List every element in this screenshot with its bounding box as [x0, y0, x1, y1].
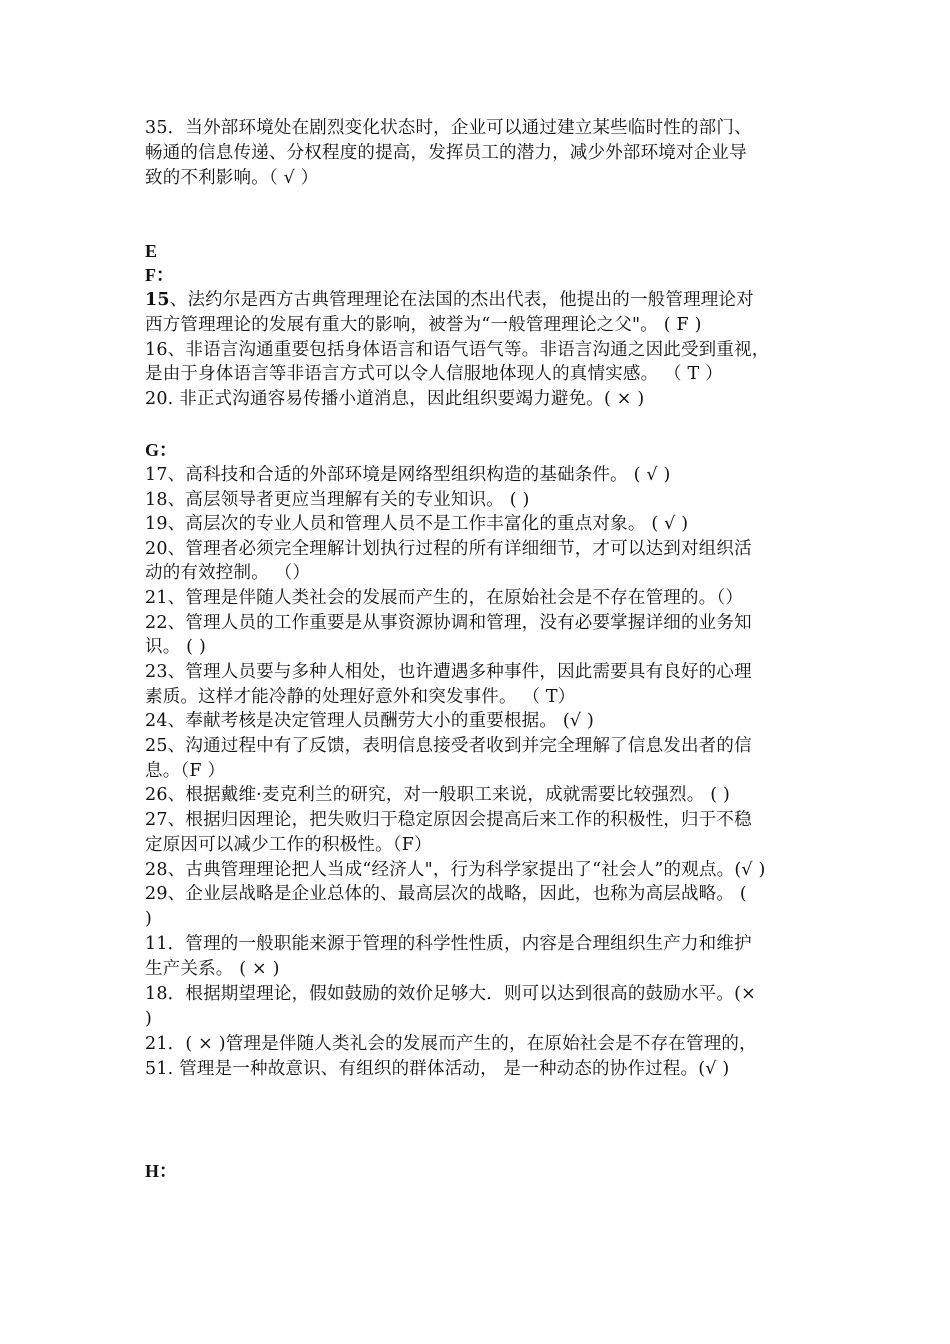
line-text: 致的不利影响。（ √ ）: [145, 168, 319, 188]
text-line: [145, 734, 752, 758]
line-text: 25、沟通过程中有了反馈，表明信息接受者收到并完全理解了信息发出者的信: [145, 736, 752, 756]
line-text: 20. 非正式沟通容易传播小道消息，因此组织要竭力避免。( × ): [145, 389, 645, 409]
line-text: 定原因可以减少工作的积极性。（F）: [145, 835, 432, 855]
line-text: 27、根据归因理论，把失败归于稳定原因会提高后来工作的积极性，归于不稳: [145, 810, 752, 830]
text-line: [145, 932, 752, 956]
section-heading: [145, 239, 157, 263]
line-text: 息。（F ）: [145, 761, 226, 781]
text-line: [145, 463, 671, 487]
line-text: G：: [145, 440, 178, 460]
line-text: H：: [145, 1161, 178, 1181]
line-text: 16、非语言沟通重要包括身体语言和语气语气等。非语言沟通之因此受到重视，: [145, 340, 770, 360]
text-line: [145, 116, 752, 140]
line-text: 生产关系。 ( × ): [145, 959, 280, 979]
text-line: [145, 808, 752, 832]
item-number: 15: [145, 290, 170, 310]
text-line: [145, 709, 594, 733]
line-text: 识。 ( ): [145, 637, 206, 657]
text-line: [145, 561, 310, 585]
line-text: 18、高层领导者更应当理解有关的专业知识。 ( ): [145, 490, 530, 510]
line-text: 是由于身体语言等非语言方式可以令人信服地体现人的真情实感。 （ T ）: [145, 364, 723, 384]
text-line: [145, 387, 644, 411]
line-text: 21、管理是伴随人类社会的发展而产生的，在原始社会是不存在管理的。（）: [145, 588, 744, 608]
line-text: 20、管理者必须完全理解计划执行过程的所有详细细节，才可以达到对组织活: [145, 539, 752, 559]
line-text: 西方管理理论的发展有重大的影响，被誉为“一般管理理论之父"。 ( F ): [145, 315, 702, 335]
text-line: [145, 512, 688, 536]
text-line: [145, 685, 576, 709]
text-line: [145, 882, 747, 906]
line-text: 11．管理的一般职能来源于管理的科学性性质，内容是合理组织生产力和维护: [145, 934, 752, 954]
line-text: 素质。这样才能冷静的处理好意外和突发事件。 （ T）: [145, 687, 576, 707]
line-text: ): [145, 1009, 153, 1029]
line-text: 51. 管理是一种故意识、有组织的群体活动， 是一种动态的协作过程。(√ ): [145, 1059, 730, 1079]
text-line: [145, 907, 152, 931]
text-line: [145, 586, 743, 610]
text-line: [145, 488, 530, 512]
line-text: 26、根据戴维·麦克利兰的研究，对一般职工来说，成就需要比较强烈。 ( ): [145, 785, 731, 805]
text-line: [145, 338, 769, 362]
line-text: 动的有效控制。 （）: [145, 563, 311, 583]
text-line: [145, 288, 754, 312]
text-line: [145, 141, 747, 165]
text-line: [145, 1032, 757, 1056]
line-text: 24、奉献考核是决定管理人员酬劳大小的重要根据。 (√ ): [145, 711, 594, 731]
line-text: 22、管理人员的工作重要是从事资源协调和管理，没有必要掌握详细的业务知: [145, 613, 752, 633]
text-line: [145, 833, 432, 857]
line-text: 28、古典管理理论把人当成“经济人"，行为科学家提出了“社会人”的观点。(√ ): [145, 860, 766, 880]
text-line: [145, 611, 752, 635]
text-line: [145, 635, 206, 659]
text-line: [145, 982, 756, 1006]
text-line: [145, 537, 752, 561]
line-text: E: [145, 241, 158, 261]
text-line: [145, 858, 766, 882]
line-text: 23、管理人员要与多种人相处，也许遭遇多种事件，因此需要具有良好的心理: [145, 662, 752, 682]
line-text: 畅通的信息传递、分权程度的提高，发挥员工的潜力，减少外部环境对企业导: [145, 143, 747, 163]
text-line: [145, 759, 225, 783]
line-text: 18．根据期望理论，假如鼓励的效价足够大．则可以达到很高的鼓励水平。(×: [145, 984, 756, 1004]
section-heading: [145, 263, 174, 287]
text-line: [145, 783, 730, 807]
line-text: 21．( × )管理是伴随人类礼会的发展而产生的，在原始社会是不存在管理的，: [145, 1034, 757, 1054]
line-text: 、法约尔是西方古典管理理论在法国的杰出代表，他提出的一般管理理论对: [169, 290, 754, 310]
line-text: 19、高层次的专业人员和管理人员不是工作丰富化的重点对象。 ( √ ): [145, 514, 689, 534]
text-line: [145, 660, 752, 684]
line-text: 35．当外部环境处在剧烈变化状态时，企业可以通过建立某些临时性的部门、: [145, 118, 752, 138]
text-line: [145, 1007, 152, 1031]
text-line: [145, 313, 702, 337]
line-text: 29、企业层战略是企业总体的、最高层次的战略，因此，也称为高层战略。 (: [145, 884, 747, 904]
line-text: 17、高科技和合适的外部环境是网络型组织构造的基础条件。 ( √ ): [145, 465, 671, 485]
line-text: F：: [145, 265, 174, 285]
text-line: [145, 957, 280, 981]
section-heading: [145, 438, 177, 462]
section-heading: [145, 1159, 177, 1183]
text-line: [145, 166, 318, 190]
text-line: [145, 1057, 729, 1081]
text-line: [145, 362, 723, 386]
line-text: ): [145, 909, 153, 929]
